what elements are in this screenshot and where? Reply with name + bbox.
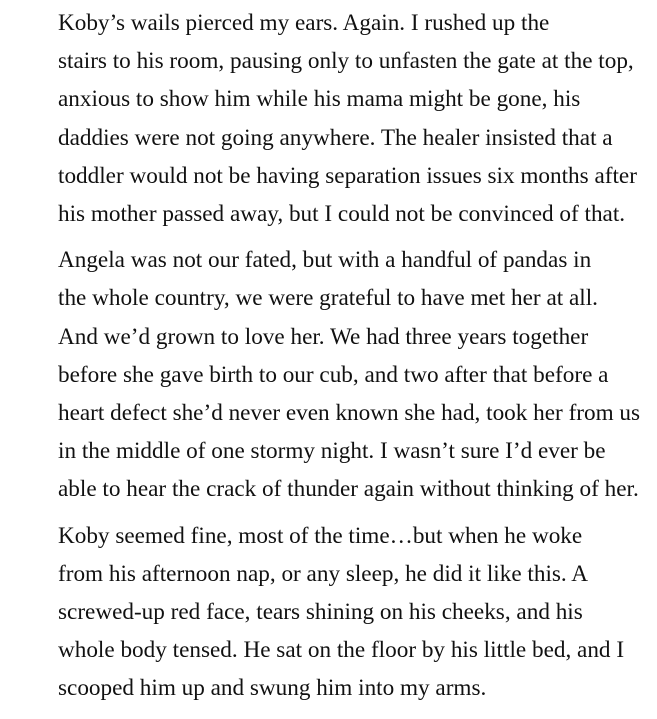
paragraph-1 [12,4,648,233]
text-line: daddies were not going anywhere. The healer insisted that a [58,124,613,151]
text-line: Koby’s wails pierced my ears. Again. I rushed up the [58,10,550,36]
text-line: screwed-up red face, tears shining on his cheeks, and his [58,599,583,626]
text-line: before she gave birth to our cub, and two after that before a [58,361,609,388]
text-line: Angela was not our fated, but with a handful of pandas in [58,247,592,274]
text-line: And we’d grown to love her. We had three years together [58,323,589,350]
text-line: from his afternoon nap, or any sleep, he did it like this. A [58,560,588,587]
text-line: Koby seemed fine, most of the time…but when he woke [58,522,583,549]
text-line: anxious to show him while his mama might be gone, his [58,86,581,113]
text-line: whole body tensed. He sat on the floor by his little bed, and I [58,637,625,664]
text-line: heart defect she’d never even known she had, took her from us [58,400,641,427]
text-line: able to hear the crack of thunder again without thinking of her. [58,476,639,503]
text-line: stairs to his room, pausing only to unfasten the gate at the top, [58,48,634,75]
text-line: the whole country, we were grateful to have met her at all. [58,285,598,312]
paragraph-3 [12,517,648,708]
paragraph-2 [12,241,648,508]
text-line: in the middle of one stormy night. I wasn’t sure I’d ever be [58,438,606,465]
text-line: scooped him up and swung him into my arms. [58,675,487,702]
text-line: his mother passed away, but I could not be convinced of that. [58,201,626,228]
text-line: toddler would not be having separation issues six months after [58,162,637,189]
